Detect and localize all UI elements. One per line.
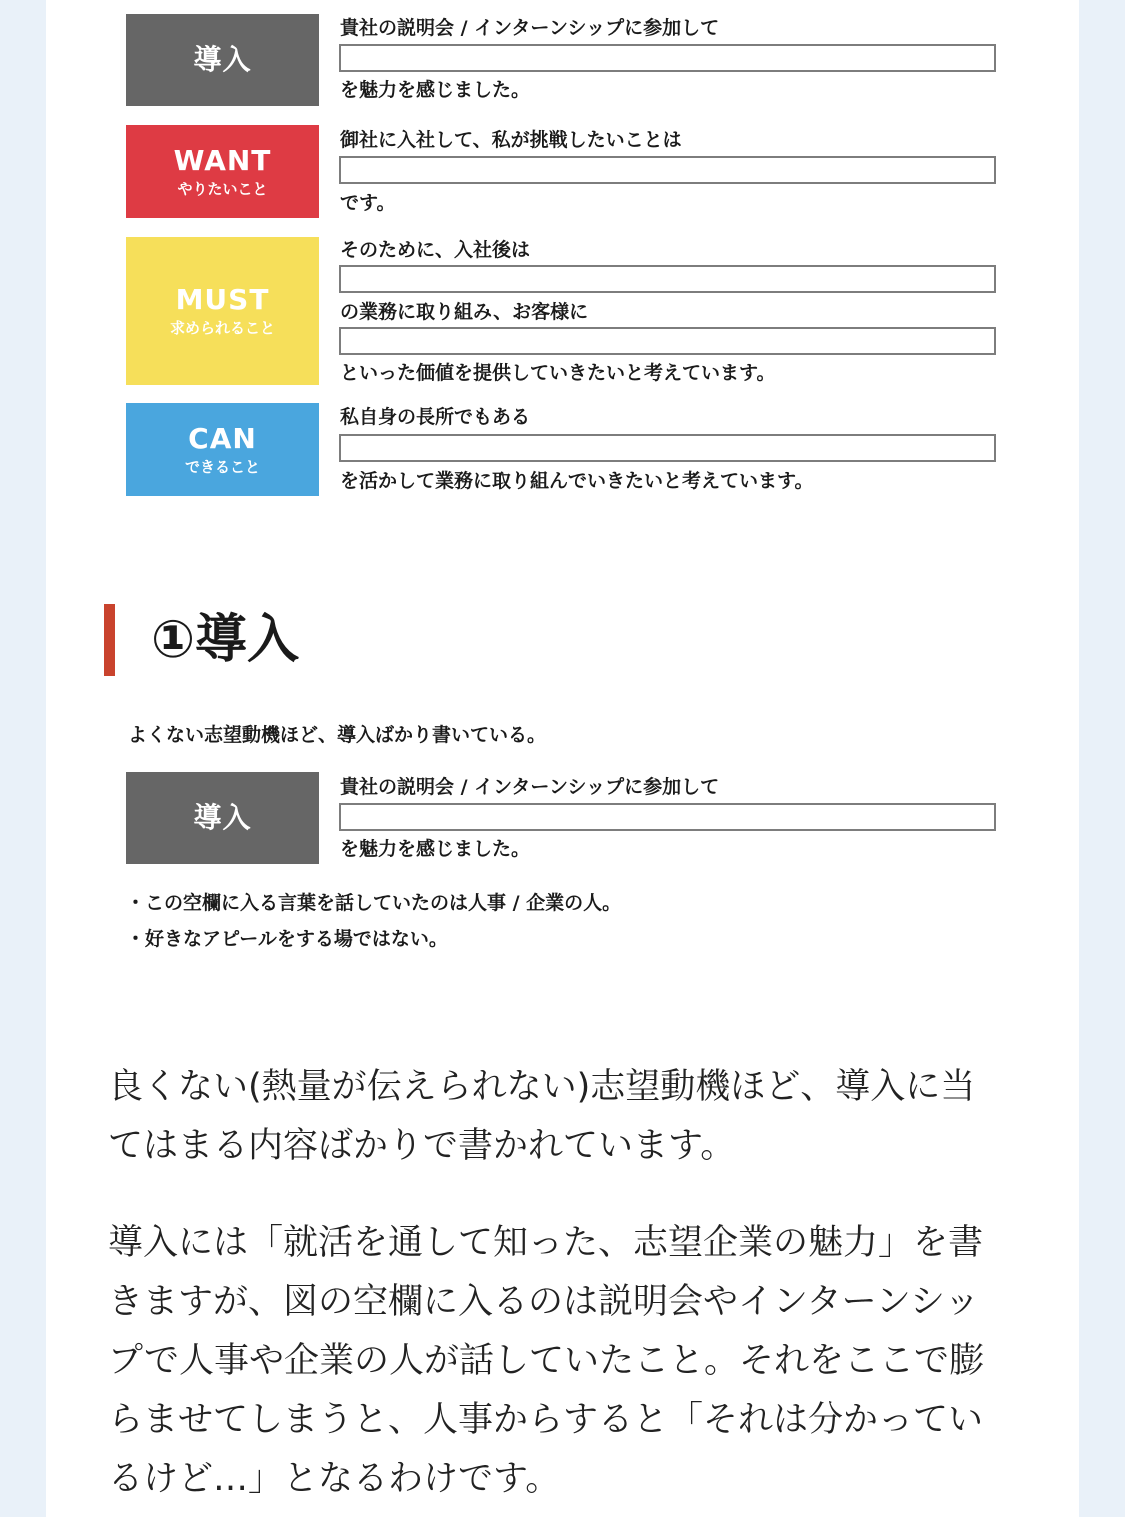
example-intro-label: 導入: [193, 801, 252, 834]
want-sublabel: やりたいこと: [177, 179, 268, 198]
can-blank-field: [339, 434, 996, 462]
paragraph-1-line-1: 良くない(熱量が伝えられない)志望動機ほど、導入に当: [108, 1067, 976, 1107]
example-intro-blank-field: [339, 803, 996, 831]
note-item-2: ・好きなアピールをする場ではない。: [126, 928, 448, 950]
intro-label-block: [126, 14, 319, 106]
want-line2: です。: [340, 192, 396, 214]
note-item-1: ・この空欄に入る言葉を話していたのは人事 / 企業の人。: [126, 892, 622, 914]
paragraph-2-line-1: 導入には「就活を通して知った、志望企業の魅力」を書: [108, 1223, 984, 1263]
want-label-block: [126, 125, 319, 218]
framework-row-can: [126, 403, 1006, 496]
must-label-block: [126, 237, 319, 385]
intro-blank-field: [339, 44, 996, 72]
must-label: MUST: [175, 283, 270, 316]
must-line2: の業務に取り組み、お客様に: [340, 301, 589, 323]
must-blank-field-1: [339, 265, 996, 293]
framework-row-intro: [126, 14, 1006, 106]
paragraph-2-line-5: るけど…」となるわけです。: [108, 1459, 561, 1499]
example-intro-line2: を魅力を感じました。: [340, 838, 531, 860]
paragraph-1-line-2: てはまる内容ばかりで書かれています。: [108, 1126, 736, 1166]
want-blank-field: [339, 156, 996, 184]
framework-row-must: [126, 237, 1006, 385]
paragraph-2-line-4: らませてしまうと、人事からすると「それは分かってい: [108, 1400, 984, 1440]
can-label: CAN: [188, 421, 257, 455]
can-label-block: [126, 403, 319, 496]
paragraph-2-line-3: プで人事や企業の人が話していたこと。それをここで膨: [108, 1341, 985, 1381]
can-line2: を活かして業務に取り組んでいきたいと考えています。: [340, 470, 814, 492]
paragraph-2-line-2: きますが、図の空欄に入るのは説明会やインターンシッ: [108, 1282, 980, 1322]
example-intro-label-block: [126, 772, 319, 864]
intro-line1: 貴社の説明会 / インターンシップに参加して: [340, 17, 720, 39]
must-line1: そのために、入社後は: [340, 239, 531, 261]
want-label: WANT: [173, 143, 272, 177]
must-sublabel: 求められること: [169, 319, 275, 337]
paragraph-2: [108, 1214, 1008, 1509]
article-page: [46, 0, 1079, 1517]
intro-label: 導入: [193, 43, 252, 76]
must-blank-field-2: [339, 327, 996, 355]
example-row-intro: [126, 772, 1006, 864]
paragraph-1: [108, 1058, 1008, 1176]
can-sublabel: できること: [184, 457, 260, 476]
must-line3: といった価値を提供していきたいと考えています。: [340, 362, 776, 384]
can-line1: 私自身の長所でもある: [340, 406, 531, 428]
intro-line2: を魅力を感じました。: [340, 79, 531, 101]
example-intro-line1: 貴社の説明会 / インターンシップに参加して: [340, 776, 720, 798]
section-heading-intro: ①導入: [104, 604, 299, 676]
framework-row-want: [126, 125, 1006, 218]
section-lead: よくない志望動機ほど、導入ばかり書いている。: [128, 724, 547, 746]
want-line1: 御社に入社して、私が挑戦したいことは: [340, 129, 682, 151]
